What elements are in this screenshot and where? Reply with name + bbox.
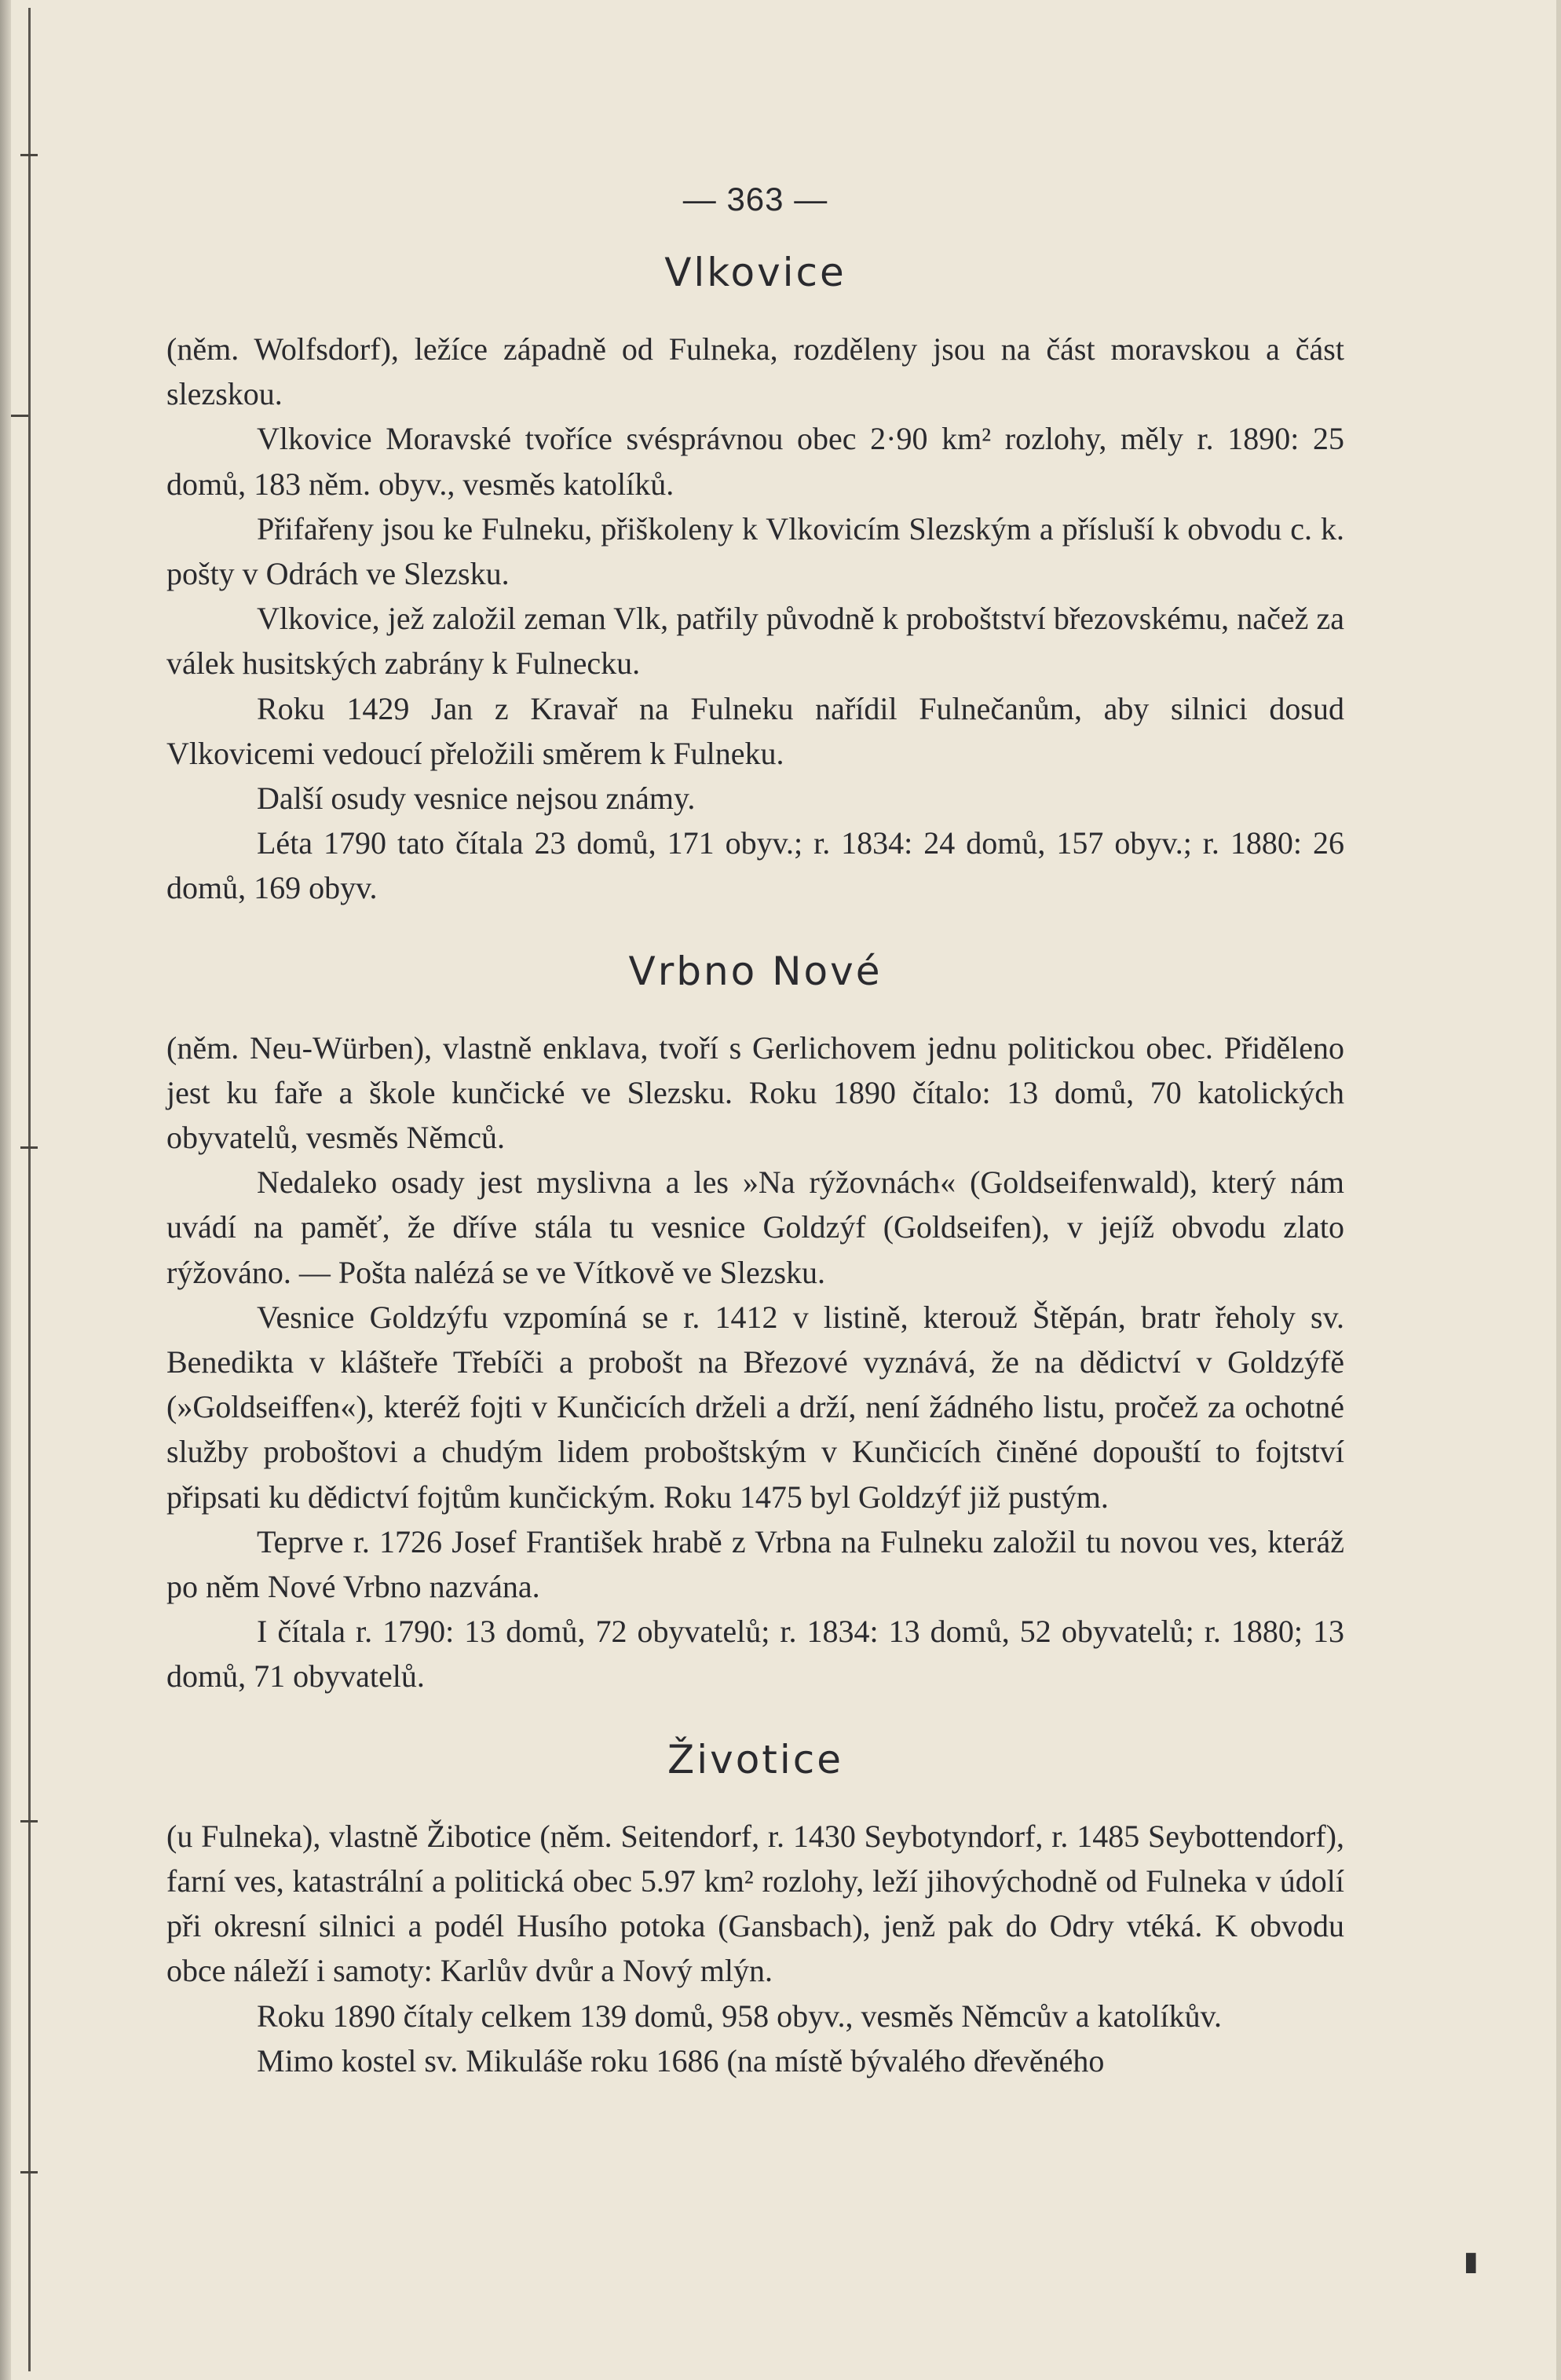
paragraph: Přifařeny jsou ke Fulneku, přiškoleny k Vlkovicím Slezským a přísluší k obvodu c. k. pošty v Odrách ve Slezsku. — [166, 510, 1344, 592]
paragraph: Vlkovice, jež založil zeman Vlk, patřily původně k proboštství březovskému, načež za válek husitských zabrány k Fulnecku. — [166, 601, 1344, 682]
section-title: Životice — [667, 1736, 844, 1782]
paragraph: Léta 1790 tato čítala 23 domů, 171 obyv.; r. 1834: 24 domů, 157 obyv.; r. 1880: 26 domů, 169 obyv. — [166, 825, 1344, 906]
paragraph: Vesnice Goldzýfu vzpomíná se r. 1412 v listině, kterouž Štěpán, bratr řeholy sv. Benedikta v klášteře Třebíči a probošt na Březové vyznává, že na dědictví v Goldzýfě (»Goldseiffen«), kteréž fojti v Kunčicích drželi a drží, není žádného listu, pročež za ochotné služby proboštovi a chudým lidem proboštským v Kunčicích činěné dopouští to fojtství připsati ku dědictví fojtům kunčickým. Roku 1475 byl Goldzýf již pustým. — [166, 1299, 1344, 1515]
section-title: Vlkovice — [664, 250, 846, 295]
paragraph: Roku 1890 čítaly celkem 139 domů, 958 obyv., vesměs Němcův a katolíkův. — [257, 1998, 1223, 2034]
section-vlkovice — [166, 250, 1344, 911]
paragraph: Roku 1429 Jan z Kravař na Fulneku nařídil Fulnečanům, aby silnici dosud Vlkovicemi vedoucí přeložili směrem k Fulneku. — [166, 690, 1344, 771]
paragraph: I čítala r. 1790: 13 domů, 72 obyvatelů; r. 1834: 13 domů, 52 obyvatelů; r. 1880; 13 domů, 71 obyvatelů. — [166, 1614, 1344, 1695]
page-edge — [0, 0, 11, 2380]
page-content — [166, 181, 1344, 2121]
section-vrbno-nove — [166, 949, 1344, 1699]
paragraph: Mimo kostel sv. Mikuláše roku 1686 (na místě bývalého dřevěného — [257, 2042, 1105, 2078]
paragraph: Další osudy vesnice nejsou známy. — [257, 781, 696, 817]
paragraph: Teprve r. 1726 Josef František hrabě z Vrbna na Fulneku založil tu novou ves, kteráž po něm Nové Vrbno nazvána. — [166, 1523, 1344, 1605]
binding-tick — [20, 154, 38, 156]
section-title: Vrbno Nové — [628, 948, 883, 994]
paragraph: (něm. Wolfsdorf), ležíce západně od Fulneka, rozděleny jsou na část moravskou a část slezskou. — [166, 331, 1344, 412]
binding-tick — [20, 1820, 38, 1822]
right-page-edge — [1556, 0, 1561, 2380]
binding-tick — [11, 415, 28, 417]
binding-tick — [20, 1146, 38, 1149]
section-zivotice — [166, 1737, 1344, 2083]
corner-mark: ▮ — [1464, 2246, 1479, 2277]
paragraph: (něm. Neu-Würben), vlastně enklava, tvoří s Gerlichovem jednu politickou obec. Přiděleno jest ku faře a škole kunčické ve Slezsku. Roku 1890 čítalo: 13 domů, 70 katolických obyvatelů, vesměs Němců. — [166, 1029, 1344, 1156]
binding-tick — [20, 2171, 38, 2173]
paragraph: Vlkovice Moravské tvoříce svésprávnou obec 2·90 km² rozlohy, měly r. 1890: 25 domů, 183 něm. obyv., vesměs katolíků. — [166, 421, 1344, 502]
paragraph: (u Fulneka), vlastně Žibotice (něm. Seitendorf, r. 1430 Seybotyndorf, r. 1485 Seybottendorf), farní ves, katastrální a politická obec 5.97 km² rozlohy, leží jihovýchodně od Fulneka v údolí při okresní silnici a podél Husího potoka (Gansbach), jenž pak do Odry vtéká. K obvodu obce náleží i samoty: Karlův dvůr a Nový mlýn. — [166, 1818, 1344, 1989]
page-number: — 363 — — [682, 181, 828, 218]
binding-line — [28, 8, 31, 2371]
paragraph: Nedaleko osady jest myslivna a les »Na rýžovnách« (Goldseifenwald), který nám uvádí na paměť, že dříve stála tu vesnice Goldzýf (Goldseifen), v jejíž obvodu zlato rýžováno. — Pošta nalézá se ve Vítkově ve Slezsku. — [166, 1164, 1344, 1290]
